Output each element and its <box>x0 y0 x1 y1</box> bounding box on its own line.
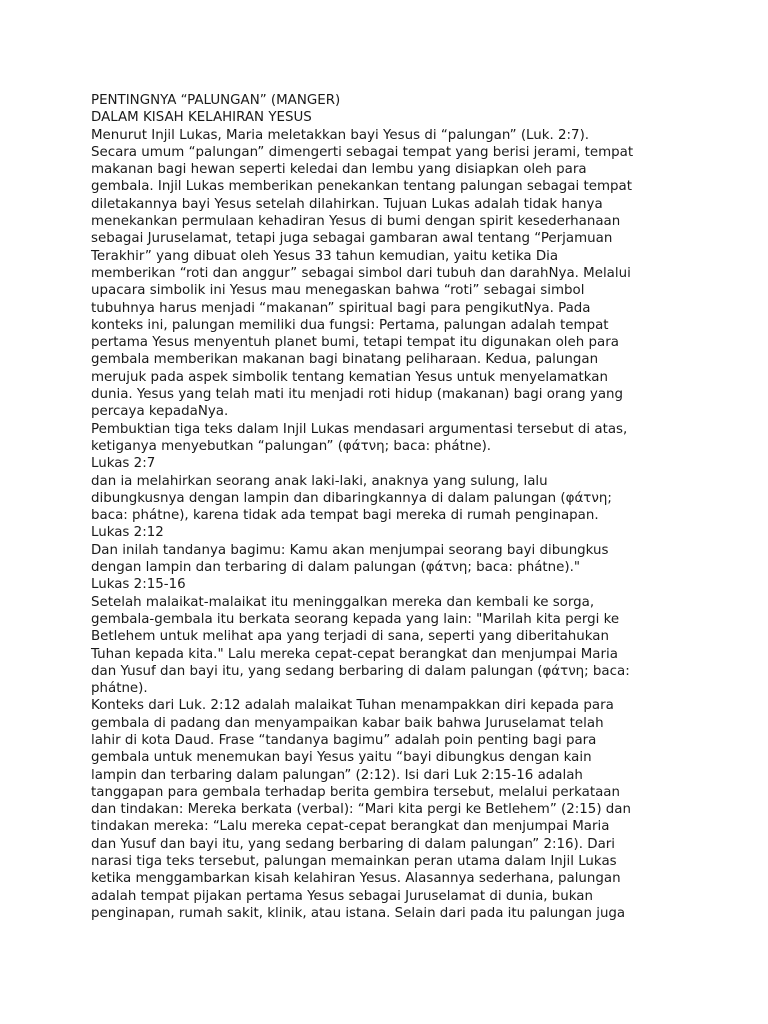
body-line: baca: phátne), karena tidak ada tempat bagi mereka di rumah penginapan. <box>91 508 599 524</box>
body-line: lahir di kota Daud. Frase “tandanya bagimu” adalah poin penting bagi para <box>91 732 597 748</box>
body-line: gembala untuk menemukan bayi Yesus yaitu “bayi dibungkus dengan kain <box>91 750 592 766</box>
body-line: dan tindakan: Mereka berkata (verbal): “Mari kita pergi ke Betlehem” (2:15) dan <box>91 802 631 818</box>
body-line: Menurut Injil Lukas, Maria meletakkan bayi Yesus di “palungan” (Luk. 2:7). <box>91 127 590 143</box>
body-line: memberikan “roti dan anggur” sebagai simbol dari tubuh dan darahNya. Melalui <box>91 265 631 281</box>
scripture-reference: Lukas 2:15-16 <box>91 577 186 593</box>
document-title <box>91 92 691 127</box>
body-line: ketiganya menyebutkan “palungan” (φάτνη; baca: phátne). <box>91 438 492 454</box>
body-line: tindakan mereka: “Lalu mereka cepat-cepat berangkat dan menjumpai Maria <box>91 819 610 835</box>
body-line: adalah tempat pijakan pertama Yesus sebagai Juruselamat di dunia, bukan <box>91 888 593 904</box>
body-line: Konteks dari Luk. 2:12 adalah malaikat Tuhan menampakkan diri kepada para <box>91 698 614 714</box>
body-line: dunia. Yesus yang telah mati itu menjadi roti hidup (makanan) bagi orang yang <box>91 387 624 403</box>
body-line: menekankan permulaan kehadiran Yesus di bumi dengan spirit kesederhanaan <box>91 214 621 230</box>
body-line: merujuk pada aspek simbolik tentang kematian Yesus untuk menyelamatkan <box>91 369 608 385</box>
body-line: Secara umum “palungan” dimengerti sebagai tempat yang berisi jerami, tempat <box>91 144 634 160</box>
body-line: Tuhan kepada kita." Lalu mereka cepat-cepat berangkat dan menjumpai Maria <box>91 646 618 662</box>
body-line: sebagai Juruselamat, tetapi juga sebagai gambaran awal tentang “Perjamuan <box>91 231 613 247</box>
scripture-reference: Lukas 2:12 <box>91 525 164 541</box>
body-line: gembala memberikan makanan bagi binatang peliharaan. Kedua, palungan <box>91 352 599 368</box>
body-line: diletakannya bayi Yesus setelah dilahirkan. Tujuan Lukas adalah tidak hanya <box>91 196 603 212</box>
body-line: konteks ini, palungan memiliki dua fungsi: Pertama, palungan adalah tempat <box>91 317 609 333</box>
title-line: DALAM KISAH KELAHIRAN YESUS <box>91 110 312 126</box>
body-line: dan Yusuf dan bayi itu, yang sedang berbaring di dalam palungan” 2:16). Dari <box>91 836 616 852</box>
document-page <box>91 92 691 922</box>
body-line: upacara simbolik ini Yesus mau menegaskan bahwa “roti” sebagai simbol <box>91 283 585 299</box>
scripture-reference: Lukas 2:7 <box>91 456 156 472</box>
body-line: percaya kepadaNya. <box>91 404 229 420</box>
body-line: gembala di padang dan menyampaikan kabar baik bahwa Juruselamat telah <box>91 715 604 731</box>
body-line: Dan inilah tandanya bagimu: Kamu akan menjumpai seorang bayi dibungkus <box>91 542 609 558</box>
body-line: gembala-gembala itu berkata seorang kepada yang lain: "Marilah kita pergi ke <box>91 611 620 627</box>
body-line: Setelah malaikat-malaikat itu meninggalkan mereka dan kembali ke sorga, <box>91 594 595 610</box>
body-line: phátne). <box>91 681 148 697</box>
body-line: ketika menggambarkan kisah kelahiran Yesus. Alasannya sederhana, palungan <box>91 871 621 887</box>
body-line: narasi tiga teks tersebut, palungan memainkan peran utama dalam Injil Lukas <box>91 854 617 870</box>
body-line: pertama Yesus menyentuh planet bumi, tetapi tempat itu digunakan oleh para <box>91 335 619 351</box>
body-line: penginapan, rumah sakit, klinik, atau istana. Selain dari pada itu palungan juga <box>91 905 626 921</box>
body-line: lampin dan terbaring dalam palungan” (2:12). Isi dari Luk 2:15-16 adalah <box>91 767 583 783</box>
body-line: makanan bagi hewan seperti keledai dan lembu yang disiapkan oleh para <box>91 162 587 178</box>
body-line: dan Yusuf dan bayi itu, yang sedang berbaring di dalam palungan (φάτνη; baca: <box>91 663 630 679</box>
title-line: PENTINGNYA “PALUNGAN” (MANGER) <box>91 93 341 108</box>
body-line: dengan lampin dan terbaring di dalam palungan (φάτνη; baca: phátne)." <box>91 560 581 576</box>
document-body <box>91 127 691 923</box>
body-line: dan ia melahirkan seorang anak laki-laki, anaknya yang sulung, lalu <box>91 473 548 489</box>
body-line: Pembuktian tiga teks dalam Injil Lukas mendasari argumentasi tersebut di atas, <box>91 421 628 437</box>
body-line: Terakhir” yang dibuat oleh Yesus 33 tahun kemudian, yaitu ketika Dia <box>91 248 559 264</box>
body-line: tubuhnya harus menjadi “makanan” spiritual bagi para pengikutNya. Pada <box>91 300 591 316</box>
body-line: tanggapan para gembala terhadap berita gembira tersebut, melalui perkataan <box>91 784 620 800</box>
body-line: Betlehem untuk melihat apa yang terjadi di sana, seperti yang diberitahukan <box>91 629 609 645</box>
body-line: dibungkusnya dengan lampin dan dibaringkannya di dalam palungan (φάτνη; <box>91 490 612 506</box>
body-line: gembala. Injil Lukas memberikan penekankan tentang palungan sebagai tempat <box>91 179 632 195</box>
